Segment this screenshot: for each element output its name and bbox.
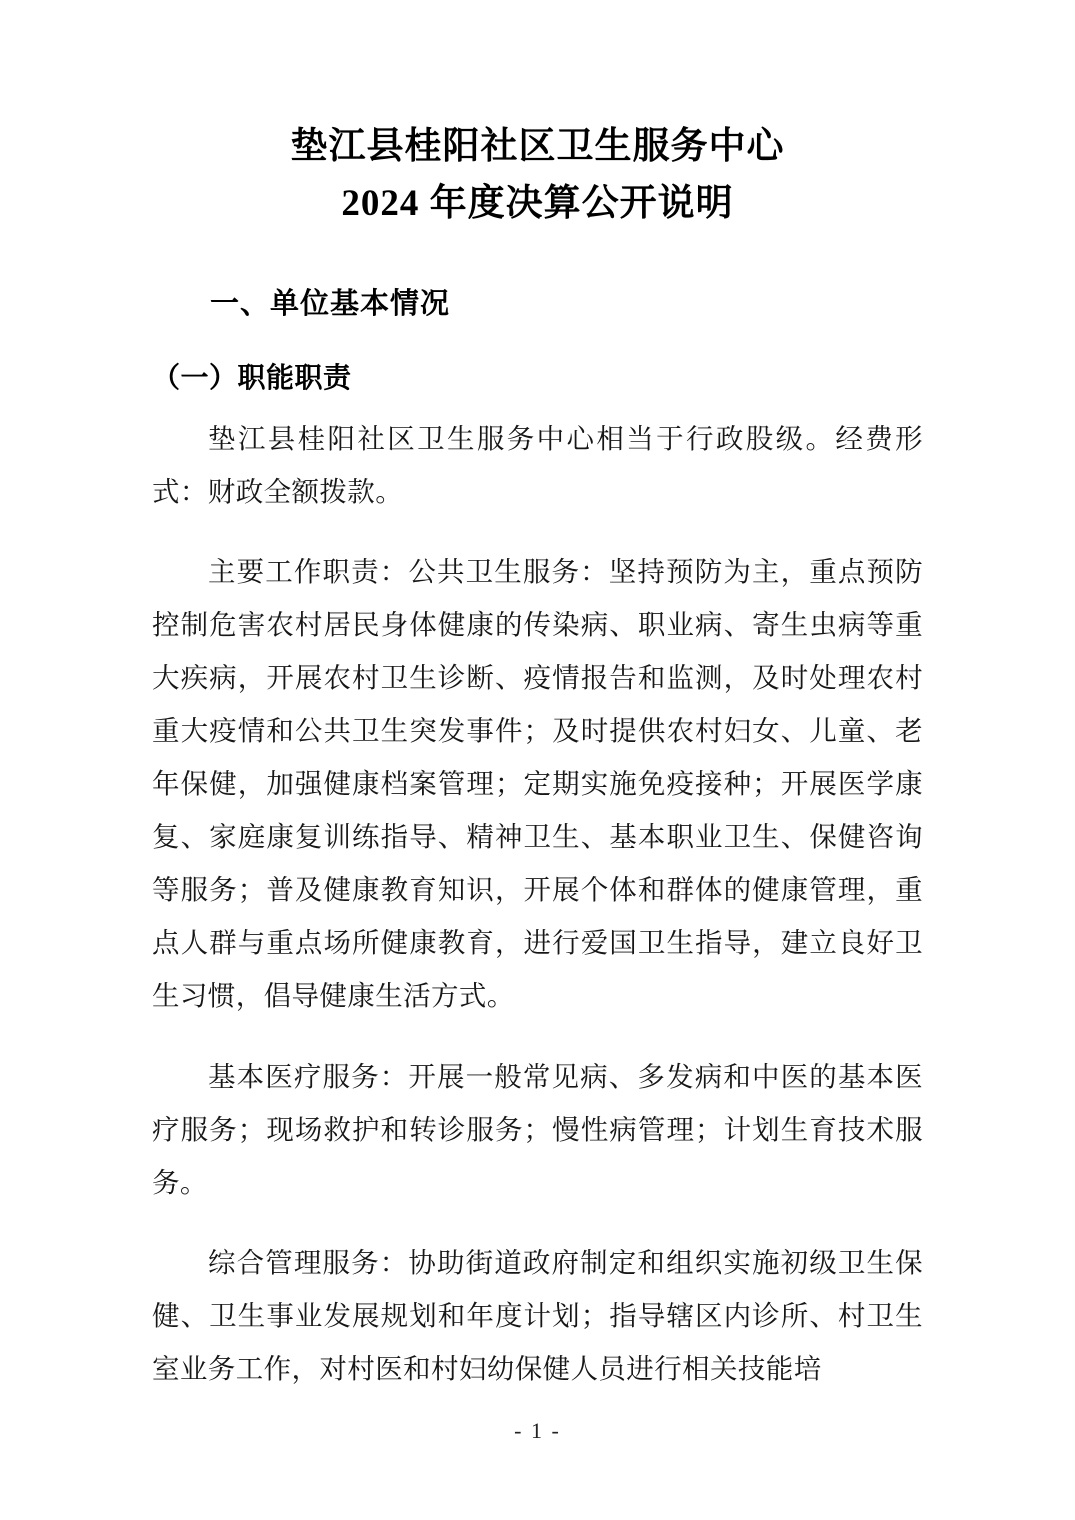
page-title-line-2: 2024 年度决算公开说明	[341, 183, 734, 225]
body-paragraph-4: 综合管理服务：协助街道政府制定和组织实施初级卫生保健、卫生事业发展规划和年度计划；指导辖区内诊所、村卫生室业务工作，对村医和村妇幼保健人员进行相关技能培	[152, 1247, 923, 1385]
section-heading-2: （一）职能职责	[152, 362, 352, 394]
page-title	[152, 118, 923, 233]
page-title-line-1: 垫江县桂阳社区卫生服务中心	[290, 126, 785, 167]
section-heading-1: 一、单位基本情况	[210, 287, 451, 320]
page-number: - 1 -	[514, 1418, 561, 1443]
body-paragraph-3: 基本医疗服务：开展一般常见病、多发病和中医的基本医疗服务；现场救护和转诊服务；慢性病管理；计划生育技术服务。	[152, 1060, 923, 1198]
body-paragraph-2: 主要工作职责：公共卫生服务：坚持预防为主，重点预防控制危害农村居民身体健康的传染病、职业病、寄生虫病等重大疾病，开展农村卫生诊断、疫情报告和监测，及时处理农村重大疫情和公共卫生突发事件；及时提供农村妇女、儿童、老年保健，加强健康档案管理；定期实施免疫接种；开展医学康复、家庭康复训练指导、精神卫生、基本职业卫生、保健咨询等服务；普及健康教育知识，开展个体和群体的健康管理，重点人群与重点场所健康教育，进行爱国卫生指导，建立良好卫生习惯，倡导健康生活方式。	[152, 556, 923, 1012]
body-paragraph-1: 垫江县桂阳社区卫生服务中心相当于行政股级。经费形式：财政全额拨款。	[152, 422, 923, 507]
